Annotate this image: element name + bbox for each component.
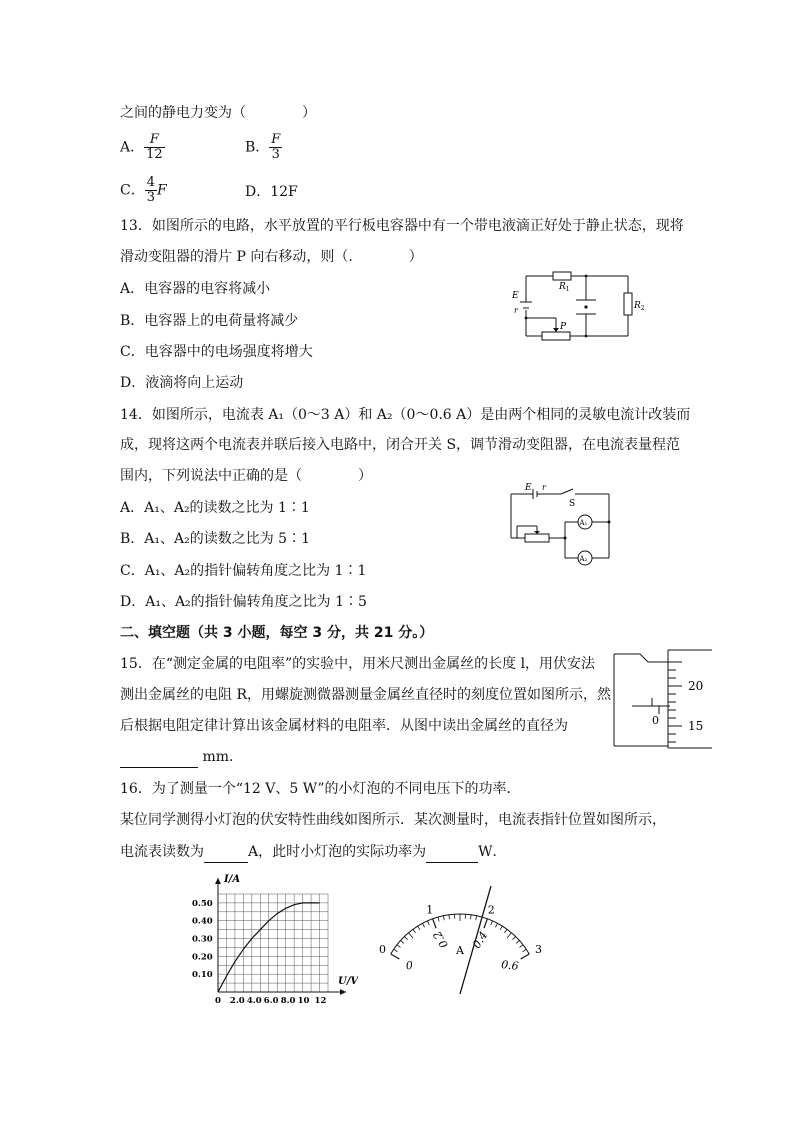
dial-tick	[491, 921, 493, 925]
dial-tick	[433, 919, 436, 928]
ammeter-dial	[360, 878, 560, 998]
q13-stem-line1: 13．如图所示的电路，水平放置的平行板电容器中有一个带电液滴正好处于静止状态，现将	[120, 218, 684, 234]
q12-option-d: D．12F	[245, 184, 298, 200]
fraction: $\frac{4}{3}$	[146, 175, 155, 205]
q13-option-d: D．液滴将向上运动	[120, 375, 244, 391]
r2-label: $R_2$	[634, 301, 645, 312]
current-reading-blank[interactable]	[204, 842, 248, 863]
dial-tick	[394, 949, 398, 952]
dial-tick	[476, 916, 477, 920]
y-axis-arrow	[215, 878, 221, 884]
q15-line3: 后根据电阻定律计算出该金属材料的电阻率．从图中读出金属丝的直径为	[120, 718, 568, 734]
dial-tick	[495, 923, 497, 927]
q13-option-a: A．电容器的电容将减小	[120, 281, 271, 297]
y-axis-label: I/A	[224, 874, 241, 885]
dial-outer-label: 3	[534, 943, 542, 956]
y-tick-label: 0.30	[192, 934, 213, 945]
dial-tick	[401, 940, 404, 943]
dial-tick	[449, 915, 450, 919]
emf-label: E	[525, 483, 532, 493]
dial-tick	[418, 926, 420, 930]
dial-inner-label: 0.4	[469, 929, 491, 951]
y-tick-label: 0.10	[192, 970, 213, 981]
q13-option-c: C．电容器中的电场强度将增大	[120, 344, 313, 360]
q16-line2: 某位同学测得小灯泡的伏安特性曲线如图所示．某次测量时，电流表指针位置如图所示，	[120, 812, 666, 828]
dial-outer-label: 1	[426, 903, 434, 917]
internal-resistance-label: r	[542, 483, 546, 492]
q12-option-c: C． $\frac{4}{3}$ F	[120, 175, 167, 205]
section-title: 二、填空题（共 3 小题，每空 3 分，共 21 分。）	[120, 625, 434, 641]
q12-stem-tail: 之间的静电力变为（ ）	[120, 105, 316, 121]
fraction: $\frac{F}{12}$	[146, 132, 163, 162]
y-tick-label: 0.50	[192, 898, 213, 909]
dial-tick	[404, 936, 407, 939]
q16-line1: 16．为了测量一个“12 V、5 W”的小灯泡的不同电压下的功率．	[120, 781, 521, 797]
chart-axes	[215, 878, 346, 995]
q14-option-d: D．A₁、A₂的指针偏转角度之比为 1∶5	[120, 594, 367, 610]
dial-tick	[471, 915, 472, 919]
ammeter-a2-label: A₂	[579, 555, 588, 563]
dial-tick	[504, 929, 507, 933]
q16-line3: 电流表读数为 A，此时小灯泡的实际功率为 W．	[120, 842, 507, 863]
q14-option-a: A．A₁、A₂的读数之比为 1∶1	[120, 500, 310, 516]
x-tick-label: 8.0	[280, 996, 296, 1004]
dial-outer-label: 0	[379, 943, 387, 956]
dial-scale	[379, 903, 542, 972]
dial-tick	[512, 936, 515, 939]
q14-option-b: B．A₁、A₂的读数之比为 5∶1	[120, 531, 310, 547]
dial-tick	[484, 919, 487, 928]
q14-stem-line2: 成，现将这两个电流表并联后接入电路中，闭合开关 S，调节滑动变阻器，在电流表量程范	[120, 437, 681, 453]
q15-line1: 15．在“测定金属的电阻率”的实验中，用米尺测出金属丝的长度 l，用伏安法	[120, 656, 596, 672]
q15-answer-line: mm．	[120, 747, 243, 768]
dial-inner-label: 0.6	[500, 958, 520, 973]
thimble-scale	[668, 662, 682, 742]
y-tick-label: 0.20	[192, 952, 213, 963]
dial-tick	[500, 926, 502, 930]
q15-line2: 测出金属丝的电阻 R，用螺旋测微器测量金属丝直径时的刻度位置如图所示，然	[120, 687, 611, 703]
q12-option-a: A． $\frac{F}{12}$	[120, 132, 163, 162]
chart-grid	[218, 894, 328, 992]
x-tick-label: 12	[314, 996, 327, 1004]
internal-resistance-label: r	[514, 306, 518, 315]
x-tick-label: 6.0	[263, 996, 279, 1004]
power-blank[interactable]	[426, 842, 478, 863]
dial-tick	[438, 917, 439, 921]
q13-option-b: B．电容器上的电荷量将减少	[120, 313, 299, 329]
q14-stem-line3: 围内，下列说法中正确的是（ ）	[120, 468, 372, 484]
q13-circuit-diagram	[508, 266, 648, 346]
q14-option-c: C．A₁、A₂的指针偏转角度之比为 1∶1	[120, 563, 367, 579]
fraction: $\frac{F}{3}$	[271, 132, 281, 162]
x-axis-label: U/V	[338, 976, 358, 987]
emf-label: E	[512, 291, 519, 301]
q14-circuit-diagram	[505, 478, 625, 566]
dial-outer-label: 2	[487, 903, 495, 917]
y-tick-label: 0.40	[192, 916, 213, 927]
sleeve-label-0: 0	[652, 714, 659, 727]
switch-label: S	[569, 499, 576, 509]
thimble-label-15: 15	[688, 719, 704, 733]
dial-tick	[413, 929, 416, 933]
dial-tick	[391, 954, 400, 959]
dial-tick	[516, 940, 519, 943]
x-tick-label: 0	[215, 996, 221, 1004]
x-tick-label: 4.0	[246, 996, 262, 1004]
r1-label: $R_1$	[559, 282, 570, 293]
q12-option-b: B． $\frac{F}{3}$	[245, 132, 281, 162]
ammeter-a1-label: A₁	[579, 519, 588, 527]
x-axis-arrow	[340, 989, 346, 995]
dial-tick	[422, 923, 424, 927]
dial-unit-label: A	[456, 944, 464, 957]
dial-tick	[397, 945, 401, 948]
answer-blank[interactable]	[120, 747, 198, 768]
dial-tick	[409, 933, 413, 938]
thimble-label-20: 20	[688, 679, 704, 693]
x-tick-label: 2.0	[229, 996, 245, 1004]
dial-tick	[443, 916, 444, 920]
dial-tick	[507, 933, 511, 938]
x-tick-label: 10	[297, 996, 310, 1004]
dial-inner-label: 0.2	[430, 928, 451, 951]
dial-tick	[519, 945, 523, 948]
dial-tick	[521, 954, 530, 959]
micrometer-reading-figure	[612, 648, 716, 750]
slider-label: P	[560, 322, 567, 332]
dial-tick	[427, 921, 429, 925]
iu-characteristic-chart	[188, 870, 358, 1004]
dial-inner-label: 0	[405, 957, 414, 972]
q14-stem-line1: 14．如图所示，电流表 A₁（0～3 A）和 A₂（0～0.6 A）是由两个相同的灵敏电流计改装而	[120, 407, 691, 423]
q13-stem-line2: 滑动变阻器的滑片 P 向右移动，则（. ）	[120, 249, 423, 265]
dial-tick	[523, 949, 527, 952]
